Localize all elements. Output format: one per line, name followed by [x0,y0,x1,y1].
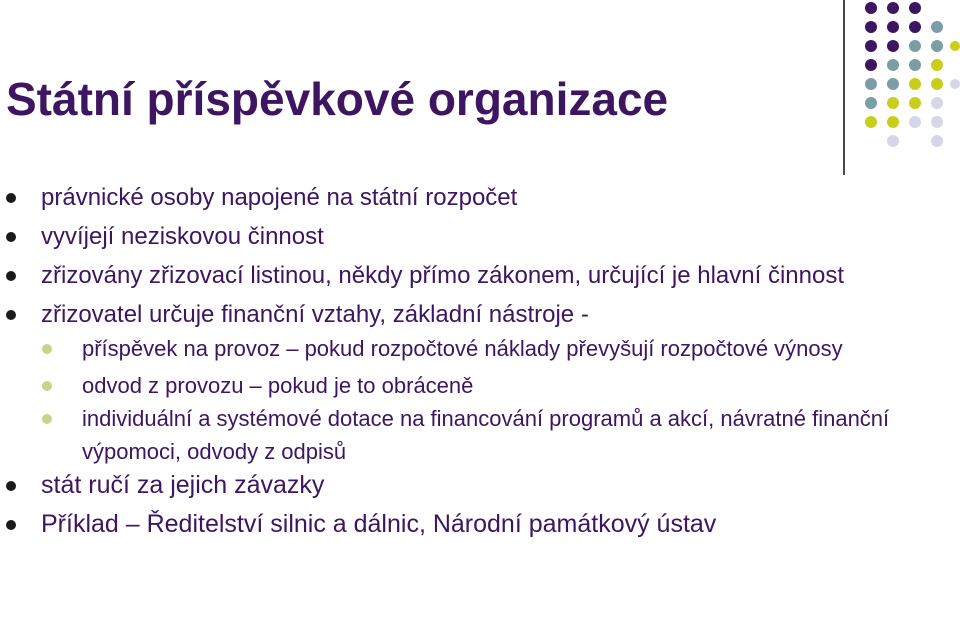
dot [865,2,877,14]
bullet-dot-icon [6,481,16,491]
bullet-dot-icon [6,310,16,320]
dot [931,59,943,71]
sub-bullet-item [0,369,940,402]
bullet-dot-icon [6,520,16,530]
dot [931,21,943,33]
sub-bullet-dot-icon [42,344,52,354]
dot [950,79,960,89]
dot [887,40,899,52]
sub-bullet-item [0,332,940,365]
sub-bullet-text: odvod z provozu – pokud je to obráceně [82,373,474,398]
sub-bullet-dot-icon [42,381,52,391]
dot [887,2,899,14]
dot [931,78,943,90]
dot [909,2,921,14]
dot [909,97,921,109]
dot [909,116,921,128]
bullet-item [0,219,940,254]
dot [909,21,921,33]
bullet-text: Příklad – Ředitelství silnic a dálnic, Národní památkový ústav [41,510,717,538]
dot [865,116,877,128]
dot [931,40,943,52]
bullet-dot-icon [6,193,16,203]
dot [865,21,877,33]
dot [931,116,943,128]
bullet-item [0,468,940,503]
bullet-dot-icon [6,232,16,242]
sub-bullet-dot-icon [42,414,52,424]
dot [887,135,899,147]
dot [950,41,960,51]
bullet-item [0,180,940,215]
bullet-text: právnické osoby napojené na státní rozpočet [41,184,518,211]
dot [887,59,899,71]
bullet-item [0,258,940,293]
dot [887,97,899,109]
dot [887,21,899,33]
bullet-text: zřizovatel určuje finanční vztahy, základní nástroje - [41,301,589,328]
decorative-dot-grid [858,0,960,160]
dot [865,78,877,90]
dot [909,59,921,71]
dot [931,135,943,147]
bullet-text: zřizovány zřizovací listinou, někdy přímo zákonem, určující je hlavní činnost [41,262,845,289]
sub-bullet-item [0,402,940,468]
bullet-text: vyvíjejí neziskovou činnost [41,223,324,250]
dot [865,97,877,109]
bullet-item [0,297,940,332]
bullet-list [0,180,940,542]
dot [887,78,899,90]
dot [887,116,899,128]
bullet-item [0,507,940,542]
dot [865,59,877,71]
divider-line [843,0,845,175]
sub-bullet-text: individuální a systémové dotace na financování programů a akcí, návratné finanční výpomoci, odvody z odpisů [82,406,890,464]
dot [931,97,943,109]
slide-title: Státní příspěvkové organizace [6,73,669,125]
dot [909,78,921,90]
bullet-dot-icon [6,271,16,281]
bullet-text: stát ručí za jejich závazky [41,471,325,499]
dot [909,40,921,52]
sub-bullet-text: příspěvek na provoz – pokud rozpočtové náklady převyšují rozpočtové výnosy [82,336,843,361]
dot [865,40,877,52]
